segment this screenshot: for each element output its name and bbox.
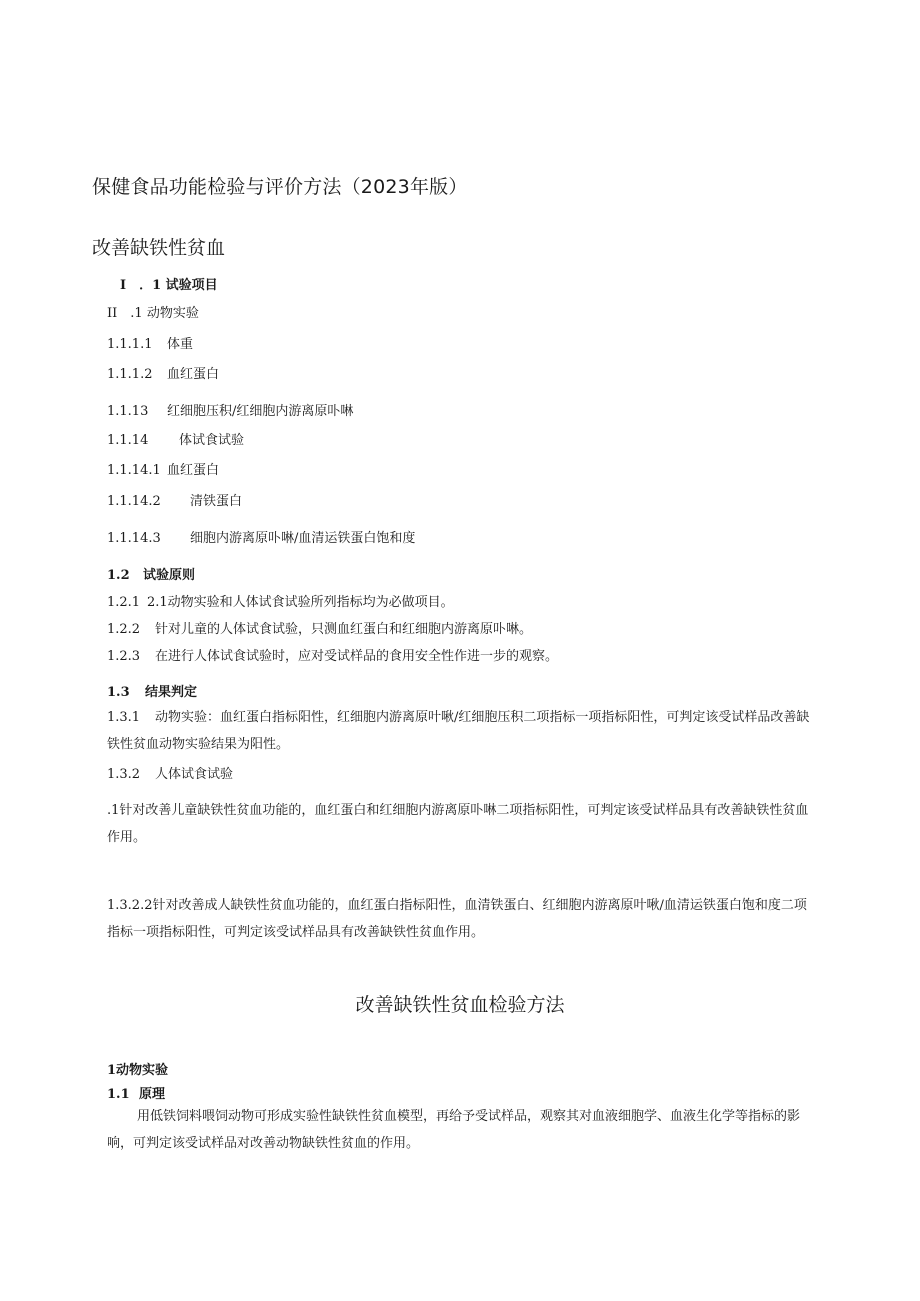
item-number: 1.3.1 bbox=[107, 710, 141, 725]
paragraph-1-3-2-1: .1针对改善儿童缺铁性贫血功能的，血红蛋白和红细胞内游离原卟啉二项指标阳性，可判定该受试样品具有改善缺铁性贫血作用。 bbox=[107, 803, 809, 845]
item-number: 1.2.3 bbox=[107, 649, 141, 664]
item-number: 1.2.1 bbox=[107, 595, 141, 610]
item-label: 体重 bbox=[167, 337, 194, 352]
heading-1-1 bbox=[120, 277, 218, 294]
item-text: 针对儿童的人体试食试验，只测血红蛋白和红细胞内游离原卟啉。 bbox=[155, 622, 533, 637]
item-number: 1.1.14.1 bbox=[107, 463, 161, 478]
heading-label: 试验项目 bbox=[165, 278, 218, 293]
item-1-1-14-3 bbox=[107, 530, 415, 547]
principle-paragraph: 用低铁饲料喂饲动物可形成实验性缺铁性贫血模型，再给予受试样品，观察其对血液细胞学、血液生化学等指标的影响，可判定该受试样品对改善动物缺铁性贫血的作用。 bbox=[107, 1109, 801, 1151]
item-label: 动物实验 bbox=[146, 306, 199, 321]
item-1-2-3 bbox=[107, 648, 558, 665]
item-1-1-14-2 bbox=[107, 493, 242, 510]
heading-number: 1.1 bbox=[107, 1087, 130, 1102]
paragraph-1-3-2-2: 1.3.2.2针对改善成人缺铁性贫血功能的，血红蛋白指标阳性，血清铁蛋白、红细胞内游离原叶啾/血清运铁蛋白饱和度二项指标一项指标阳性，可判定该受试样品具有改善缺铁性贫血作用。 bbox=[107, 898, 807, 940]
heading-label: 原理 bbox=[139, 1087, 166, 1102]
item-text: 在进行人体试食试验时，应对受试样品的食用安全性作进一步的观察。 bbox=[155, 649, 559, 664]
item-number: II .1 bbox=[107, 306, 143, 321]
item-number: 1.1.1.1 bbox=[107, 337, 153, 352]
paragraph-text: 动物实验：血红蛋白指标阳性，红细胞内游离原叶啾/红细胞压积二项指标一项指标阳性，可判定该受试样品改善缺铁性贫血动物实验结果为阳性。 bbox=[107, 710, 810, 752]
item-label: 细胞内游离原卟啉/血清运铁蛋白饱和度 bbox=[190, 531, 416, 546]
item-number: 1.1.14.2 bbox=[107, 494, 161, 509]
document-title: 保健食品功能检验与评价方法（2023年版） bbox=[92, 176, 468, 198]
item-1-2-1 bbox=[107, 594, 454, 611]
item-1-1-1 bbox=[107, 305, 199, 322]
item-1-2-2 bbox=[107, 621, 532, 638]
item-1-1-1-2 bbox=[107, 366, 219, 383]
item-number: 1.1.14 bbox=[107, 433, 149, 448]
item-1-1-1-1 bbox=[107, 336, 193, 353]
item-1-1-13 bbox=[107, 403, 353, 420]
heading-1-3 bbox=[107, 684, 197, 701]
item-number: 1.1.1.2 bbox=[107, 367, 153, 382]
item-text: 2.1动物实验和人体试食试验所列指标均为必做项目。 bbox=[147, 595, 454, 610]
paragraph-1-3-1 bbox=[107, 704, 819, 758]
item-label: 血红蛋白 bbox=[167, 463, 220, 478]
method-title: 改善缺铁性贫血检验方法 bbox=[355, 994, 565, 1016]
item-number: 1.1.14.3 bbox=[107, 531, 161, 546]
heading-number: 1.3 bbox=[107, 685, 130, 700]
section-title: 改善缺铁性贫血 bbox=[92, 237, 226, 259]
method-heading-1-1 bbox=[107, 1086, 165, 1103]
heading-number: 1.2 bbox=[107, 568, 130, 583]
item-text: 人体试食试验 bbox=[155, 767, 234, 782]
item-number: 1.3.2 bbox=[107, 767, 141, 782]
item-number: 1.1.13 bbox=[107, 404, 149, 419]
item-label: 体试食试验 bbox=[179, 433, 245, 448]
heading-1-2 bbox=[107, 567, 195, 584]
item-number: 1.2.2 bbox=[107, 622, 141, 637]
item-label: 血红蛋白 bbox=[167, 367, 220, 382]
heading-number: I ．1 bbox=[120, 278, 162, 293]
item-1-3-2 bbox=[107, 766, 233, 783]
item-1-1-14-1 bbox=[107, 462, 219, 479]
heading-label: 结果判定 bbox=[145, 685, 198, 700]
method-section-1: 1动物实验 bbox=[107, 1063, 169, 1078]
item-label: 红细胞压积/红细胞内游离原卟啉 bbox=[167, 404, 354, 419]
item-1-1-14 bbox=[107, 432, 244, 449]
item-label: 清铁蛋白 bbox=[190, 494, 243, 509]
heading-label: 试验原则 bbox=[143, 568, 196, 583]
